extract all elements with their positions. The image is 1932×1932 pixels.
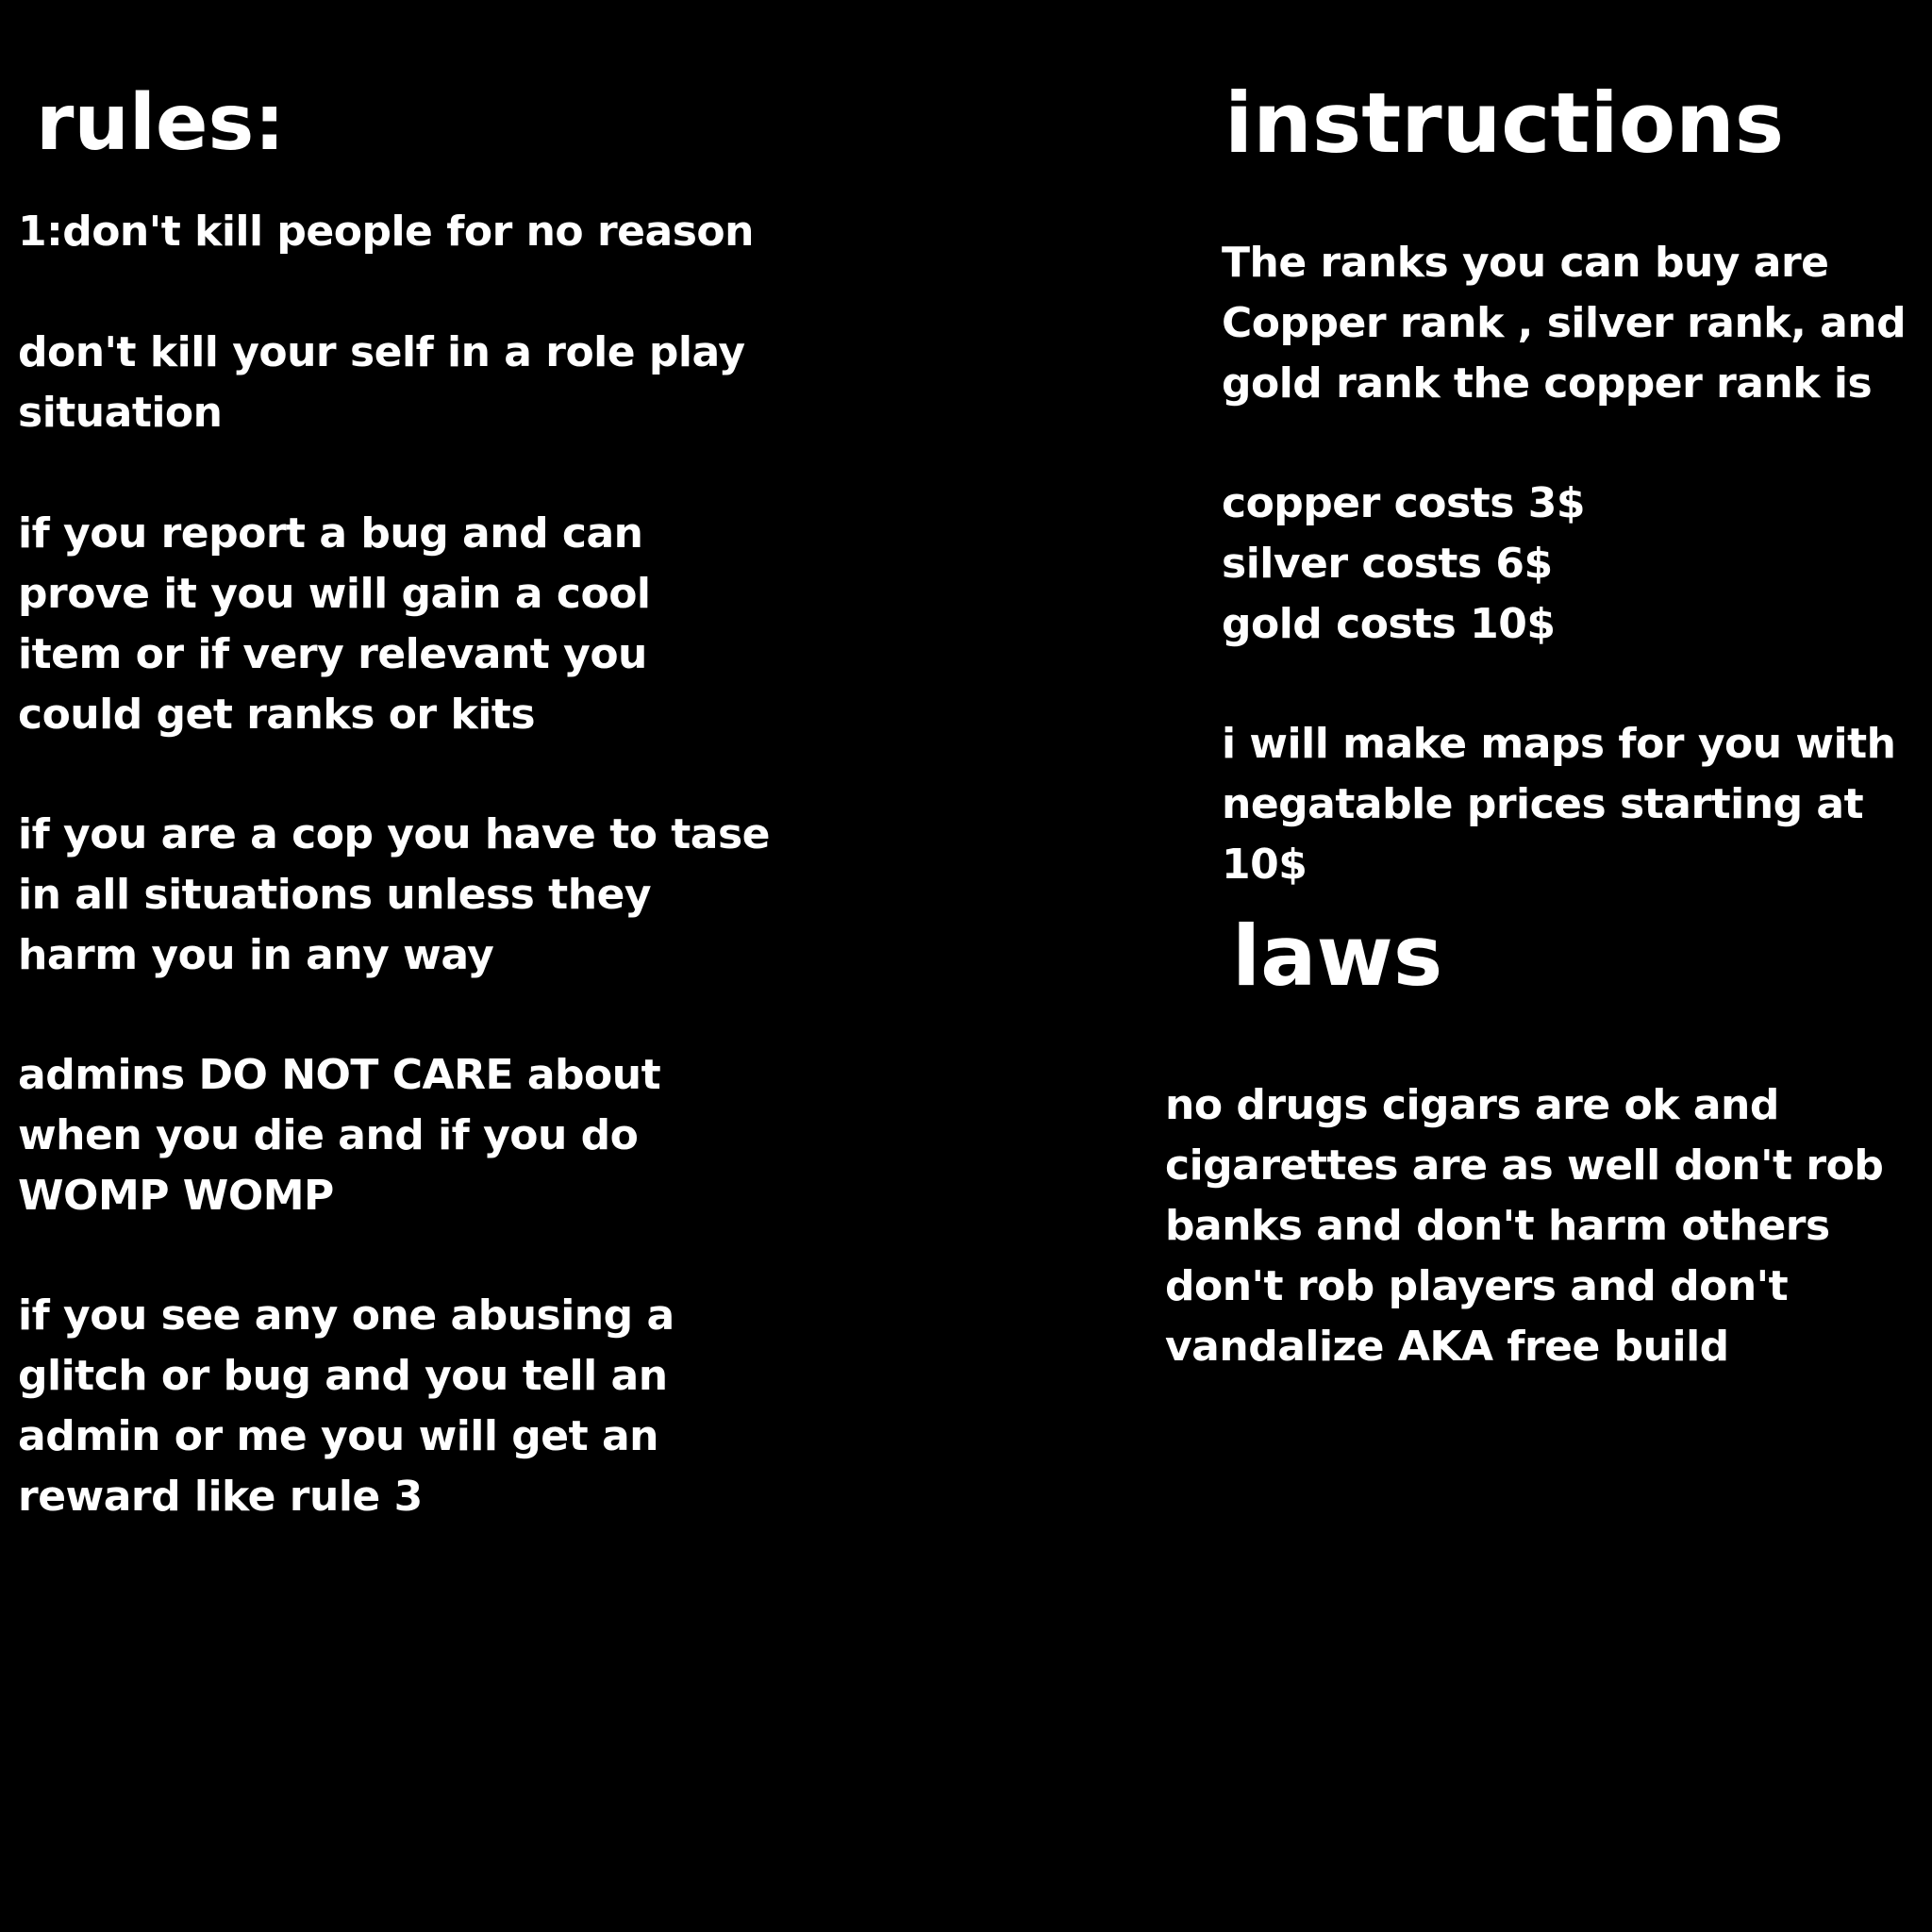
rule-item-4: if you are a cop you have to tase in all situations unless they harm you in any way bbox=[18, 810, 771, 979]
ranks-paragraph: The ranks you can buy are Copper rank , silver rank, and gold rank the copper rank is bbox=[1222, 239, 1907, 408]
rule-item-5: admins DO NOT CARE about when you die and if you do WOMP WOMP bbox=[18, 1051, 661, 1220]
rule-item-3: if you report a bug and can prove it you will gain a cool item or if very relevant you could get ranks or kits bbox=[18, 509, 651, 739]
laws-paragraph: no drugs cigars are ok and cigarettes are as well don't rob banks and don't harm others don't rob players and don't vandalize AKA free build bbox=[1165, 1081, 1884, 1371]
rule-item-2: don't kill your self in a role play situation bbox=[18, 328, 745, 437]
rules-section bbox=[0, 0, 774, 1932]
rules-heading: rules: bbox=[36, 78, 286, 168]
instructions-heading: instructions bbox=[1224, 75, 1785, 172]
laws-heading: laws bbox=[1232, 908, 1443, 1005]
laws-section bbox=[1113, 887, 1932, 1453]
instructions-section bbox=[1113, 0, 1932, 889]
rule-item-1: 1:don't kill people for no reason bbox=[18, 208, 754, 256]
maps-paragraph: i will make maps for you with negatable prices starting at 10$ bbox=[1222, 720, 1896, 889]
prices-paragraph: copper costs 3$ silver costs 6$ gold costs 10$ bbox=[1222, 479, 1585, 648]
rule-item-6: if you see any one abusing a glitch or bug and you tell an admin or me you will get an reward like rule 3 bbox=[18, 1291, 675, 1521]
